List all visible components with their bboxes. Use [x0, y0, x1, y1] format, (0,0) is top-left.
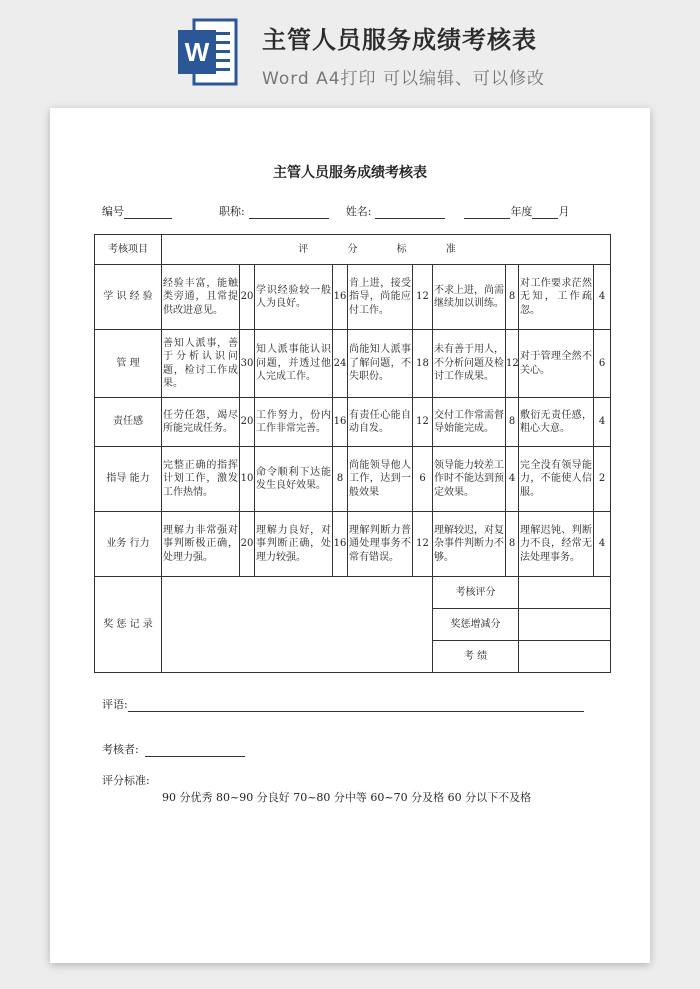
year-field[interactable]	[464, 207, 510, 219]
criteria-text: 未有善于用人，不分析问题及检讨工作成果。	[433, 330, 506, 398]
score-value: 12	[413, 512, 433, 577]
position-field[interactable]	[249, 207, 329, 219]
criteria-text: 敷衍无责任感，粗心大意。	[519, 398, 594, 447]
score-value: 4	[594, 265, 611, 330]
table-row	[95, 330, 611, 398]
criteria-text: 理解迟钝、判断力不良，经常无法处理事务。	[519, 512, 594, 577]
number-field[interactable]	[124, 207, 172, 219]
criteria-text: 理解较迟，对复杂事件判断力不够。	[433, 512, 506, 577]
row-category: 责任感	[95, 398, 162, 447]
score-value: 12	[506, 330, 519, 398]
table-header-row	[95, 235, 611, 265]
word-document-icon	[176, 16, 238, 88]
criteria-text: 对于管理全然不关心。	[519, 330, 594, 398]
criteria-text: 对工作要求茫然无知，工作疏忽。	[519, 265, 594, 330]
score-value: 8	[506, 512, 519, 577]
score-value: 4	[506, 447, 519, 512]
banner-title: 主管人员服务成绩考核表	[262, 26, 537, 54]
criteria-text: 理解力非常强对事判断极正确，处理力强。	[162, 512, 240, 577]
word-icon-letter: W	[184, 37, 210, 67]
score-value: 8	[333, 447, 348, 512]
criteria-text: 有责任心能自动自发。	[348, 398, 413, 447]
reward-record-area[interactable]	[162, 577, 433, 673]
document-title: 主管人员服务成绩考核表	[273, 165, 427, 181]
criteria-text: 学识经验较一般人为良好。	[255, 265, 333, 330]
score-value: 30	[240, 330, 255, 398]
score-value: 6	[413, 447, 433, 512]
table-row	[95, 398, 611, 447]
criteria-text: 完整正确的指挥计划工作，激发工作热情。	[162, 447, 240, 512]
criteria-text: 尚能领导他人工作，达到一般效果	[348, 447, 413, 512]
number-label: 编号	[102, 205, 124, 218]
standard-text: 90 分优秀 80~90 分良好 70~80 分中等 60~70 分及格 60 分以下不及格	[162, 791, 532, 804]
adjust-label: 奖惩增减分	[433, 609, 519, 641]
info-row	[102, 203, 569, 219]
reviewer-field[interactable]	[145, 745, 245, 757]
score-value: 16	[333, 512, 348, 577]
score-value: 8	[506, 398, 519, 447]
score-value: 10	[240, 447, 255, 512]
score-value: 16	[333, 265, 348, 330]
score-input[interactable]	[519, 577, 611, 609]
name-label: 姓名:	[345, 205, 372, 218]
score-value: 24	[333, 330, 348, 398]
score-value: 20	[240, 512, 255, 577]
position-label: 职称:	[219, 205, 245, 218]
summary-row-score	[95, 577, 611, 609]
month-label: 月	[558, 205, 570, 218]
header-item: 考核项目	[95, 235, 162, 265]
criteria-text: 善知人派事，善于分析认识问题，检讨工作成果。	[162, 330, 240, 398]
score-value: 20	[240, 398, 255, 447]
standard-label: 评分标准:	[102, 774, 150, 787]
adjust-input[interactable]	[519, 609, 611, 641]
comment-field[interactable]	[128, 700, 584, 712]
banner-subtitle: Word A4打印 可以编辑、可以修改	[262, 69, 545, 89]
score-value: 18	[413, 330, 433, 398]
criteria-text: 命令顺利下达能发生良好效果。	[255, 447, 333, 512]
comment-row	[102, 696, 584, 712]
criteria-text: 理解判断力普通处理事务不常有错误。	[348, 512, 413, 577]
criteria-text: 知人派事能认识问题，并透过他人完成工作。	[255, 330, 333, 398]
score-value: 12	[413, 265, 433, 330]
document-page	[50, 108, 650, 963]
criteria-text: 完全没有领导能力，不能使人信服。	[519, 447, 594, 512]
reward-record-label: 奖 惩 记 录	[95, 577, 162, 673]
evaluation-table	[94, 234, 611, 673]
criteria-text: 工作努力，份内工作非常完善。	[255, 398, 333, 447]
score-value: 16	[333, 398, 348, 447]
table-row	[95, 265, 611, 330]
criteria-text: 任劳任怨，竭尽所能完成任务。	[162, 398, 240, 447]
criteria-text: 理解力良好，对事判断正确，处理力较强。	[255, 512, 333, 577]
name-field[interactable]	[375, 207, 445, 219]
table-row	[95, 447, 611, 512]
criteria-text: 肯上进，接受指导，尚能应付工作。	[348, 265, 413, 330]
row-category: 指导 能力	[95, 447, 162, 512]
criteria-text: 不求上进，尚需继续加以训练。	[433, 265, 506, 330]
score-label: 考核评分	[433, 577, 519, 609]
score-value: 2	[594, 447, 611, 512]
row-category: 学 识 经 验	[95, 265, 162, 330]
header-banner	[0, 0, 700, 100]
criteria-text: 经验丰富，能触类旁通，且常提供改进意见。	[162, 265, 240, 330]
result-label: 考 绩	[433, 641, 519, 673]
criteria-text: 交付工作常需督导始能完成。	[433, 398, 506, 447]
score-value: 4	[594, 398, 611, 447]
score-value: 6	[594, 330, 611, 398]
table-row	[95, 512, 611, 577]
score-value: 12	[413, 398, 433, 447]
reviewer-label: 考核者:	[102, 743, 139, 756]
row-category: 管 理	[95, 330, 162, 398]
reviewer-row	[102, 741, 245, 757]
result-input[interactable]	[519, 641, 611, 673]
year-label: 年度	[510, 205, 533, 218]
score-value: 4	[594, 512, 611, 577]
header-criteria: 评 分 标 准	[162, 235, 611, 265]
score-value: 20	[240, 265, 255, 330]
row-category: 业务 行力	[95, 512, 162, 577]
month-field[interactable]	[532, 207, 558, 219]
criteria-text: 领导能力较差工作时不能达到预定效果。	[433, 447, 506, 512]
criteria-text: 尚能知人派事了解问题，不失职份。	[348, 330, 413, 398]
comment-label: 评语:	[102, 698, 128, 711]
score-value: 8	[506, 265, 519, 330]
